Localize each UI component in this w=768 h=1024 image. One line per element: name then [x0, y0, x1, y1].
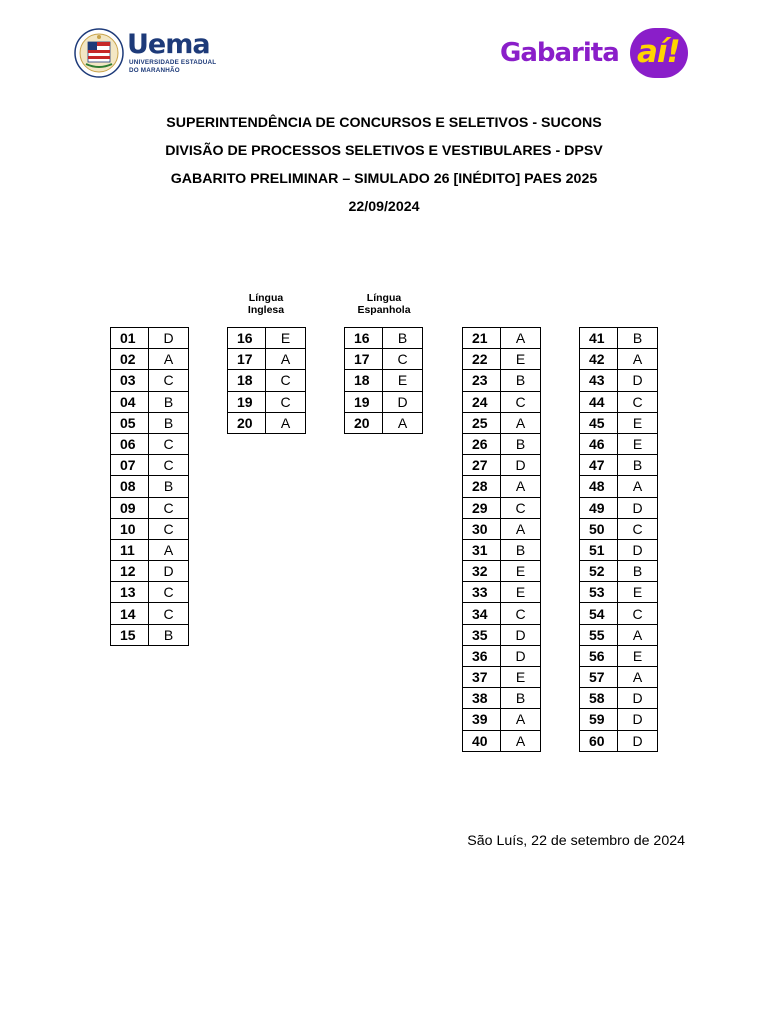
answer-row — [463, 328, 541, 349]
answer-letter: B — [618, 561, 658, 582]
answer-letter: C — [501, 603, 541, 624]
answer-letter: A — [618, 349, 658, 370]
answer-table-41-60 — [579, 327, 658, 752]
uema-subtitle-line2: DO MARANHÃO — [129, 66, 180, 74]
answer-row — [228, 412, 306, 433]
question-number: 55 — [580, 624, 618, 645]
answer-row — [345, 370, 423, 391]
answer-letter: C — [618, 518, 658, 539]
answer-row — [580, 645, 658, 666]
question-number: 18 — [345, 370, 383, 391]
answer-row — [228, 328, 306, 349]
answer-row — [463, 497, 541, 518]
answer-letter: E — [501, 561, 541, 582]
answer-letter: B — [501, 539, 541, 560]
answer-letter: B — [149, 391, 189, 412]
gabaritaai-badge-text: aí! — [637, 34, 680, 70]
label-lingua-inglesa — [216, 292, 316, 316]
question-number: 02 — [111, 349, 149, 370]
question-number: 43 — [580, 370, 618, 391]
question-number: 09 — [111, 497, 149, 518]
answer-row — [463, 709, 541, 730]
answer-letter: E — [501, 582, 541, 603]
answer-letter: D — [618, 709, 658, 730]
answer-row — [463, 391, 541, 412]
answer-row — [111, 349, 189, 370]
answer-letter: B — [149, 624, 189, 645]
question-number: 30 — [463, 518, 501, 539]
answer-letter: A — [266, 349, 306, 370]
answer-letter: A — [149, 539, 189, 560]
question-number: 59 — [580, 709, 618, 730]
answer-row — [580, 688, 658, 709]
answer-row — [580, 328, 658, 349]
answer-row — [463, 539, 541, 560]
answer-letter: D — [501, 624, 541, 645]
answer-row — [111, 455, 189, 476]
answer-row — [111, 603, 189, 624]
question-number: 21 — [463, 328, 501, 349]
answer-letter: D — [149, 328, 189, 349]
answer-row — [463, 518, 541, 539]
answer-letter: E — [501, 349, 541, 370]
question-number: 33 — [463, 582, 501, 603]
question-number: 50 — [580, 518, 618, 539]
answer-letter: D — [501, 455, 541, 476]
answer-letter: E — [618, 433, 658, 454]
answer-row — [580, 391, 658, 412]
question-number: 36 — [463, 645, 501, 666]
answer-letter: C — [501, 391, 541, 412]
question-number: 11 — [111, 539, 149, 560]
answer-row — [580, 709, 658, 730]
answer-row — [463, 645, 541, 666]
answer-letter: A — [501, 709, 541, 730]
question-number: 60 — [580, 730, 618, 751]
answer-row — [463, 582, 541, 603]
answer-letter: E — [501, 667, 541, 688]
question-number: 37 — [463, 667, 501, 688]
answer-row — [463, 455, 541, 476]
answer-row — [345, 412, 423, 433]
question-number: 19 — [345, 391, 383, 412]
gabaritaai-logo — [498, 26, 694, 82]
answer-letter: B — [149, 476, 189, 497]
answer-table-01-15 — [110, 327, 189, 646]
question-number: 28 — [463, 476, 501, 497]
answer-row — [580, 370, 658, 391]
answer-row — [580, 539, 658, 560]
question-number: 15 — [111, 624, 149, 645]
question-number: 27 — [463, 455, 501, 476]
heading-dpsv: DIVISÃO DE PROCESSOS SELETIVOS E VESTIBULARES - DPSV — [165, 143, 603, 159]
question-number: 13 — [111, 582, 149, 603]
question-number: 49 — [580, 497, 618, 518]
question-number: 23 — [463, 370, 501, 391]
answer-row — [111, 328, 189, 349]
answer-letter: D — [618, 688, 658, 709]
answer-letter: A — [618, 476, 658, 497]
question-number: 57 — [580, 667, 618, 688]
question-number: 01 — [111, 328, 149, 349]
answer-letter: E — [618, 582, 658, 603]
answer-row — [580, 349, 658, 370]
answer-row — [463, 561, 541, 582]
question-number: 52 — [580, 561, 618, 582]
answer-letter: D — [618, 730, 658, 751]
uema-subtitle-line1: UNIVERSIDADE ESTADUAL — [129, 59, 217, 66]
question-number: 31 — [463, 539, 501, 560]
answer-row — [580, 561, 658, 582]
label-lingua-inglesa-line1: Língua — [248, 292, 284, 304]
question-number: 47 — [580, 455, 618, 476]
answer-letter: A — [501, 412, 541, 433]
answer-letter: B — [383, 328, 423, 349]
question-number: 32 — [463, 561, 501, 582]
question-number: 40 — [463, 730, 501, 751]
answer-row — [463, 433, 541, 454]
answer-letter: A — [501, 328, 541, 349]
answer-letter: B — [501, 688, 541, 709]
answer-row — [345, 328, 423, 349]
question-number: 18 — [228, 370, 266, 391]
answer-row — [580, 582, 658, 603]
label-lingua-espanhola — [334, 292, 434, 316]
question-number: 14 — [111, 603, 149, 624]
question-number: 17 — [228, 349, 266, 370]
answer-letter: E — [618, 412, 658, 433]
question-number: 53 — [580, 582, 618, 603]
question-number: 56 — [580, 645, 618, 666]
answer-letter: B — [501, 433, 541, 454]
question-number: 39 — [463, 709, 501, 730]
answer-letter: A — [618, 667, 658, 688]
uema-logo — [74, 28, 224, 80]
answer-letter: D — [618, 539, 658, 560]
answer-row — [111, 370, 189, 391]
answer-letter: D — [501, 645, 541, 666]
question-number: 42 — [580, 349, 618, 370]
answer-letter: D — [149, 561, 189, 582]
answer-letter: C — [149, 582, 189, 603]
answer-letter: B — [501, 370, 541, 391]
answer-row — [111, 624, 189, 645]
answer-table-spanish — [344, 327, 423, 434]
question-number: 16 — [345, 328, 383, 349]
answer-row — [228, 391, 306, 412]
question-number: 20 — [345, 412, 383, 433]
answer-row — [580, 476, 658, 497]
footer-place-date: São Luís, 22 de setembro de 2024 — [467, 833, 685, 849]
answer-letter: D — [618, 370, 658, 391]
answer-letter: E — [383, 370, 423, 391]
answer-row — [463, 730, 541, 751]
question-number: 17 — [345, 349, 383, 370]
answer-row — [580, 412, 658, 433]
answer-row — [463, 412, 541, 433]
answer-row — [580, 518, 658, 539]
answer-row — [111, 391, 189, 412]
question-number: 45 — [580, 412, 618, 433]
answer-row — [228, 370, 306, 391]
question-number: 04 — [111, 391, 149, 412]
answer-row — [580, 455, 658, 476]
answer-letter: A — [383, 412, 423, 433]
answer-row — [111, 539, 189, 560]
question-number: 20 — [228, 412, 266, 433]
answer-row — [345, 349, 423, 370]
answer-row — [463, 476, 541, 497]
answer-letter: C — [149, 433, 189, 454]
question-number: 05 — [111, 412, 149, 433]
answer-letter: E — [266, 328, 306, 349]
answer-row — [580, 667, 658, 688]
answer-letter: C — [266, 391, 306, 412]
question-number: 35 — [463, 624, 501, 645]
answer-letter: C — [501, 497, 541, 518]
answer-row — [345, 391, 423, 412]
answer-letter: B — [149, 412, 189, 433]
answer-row — [111, 412, 189, 433]
answer-row — [111, 561, 189, 582]
answer-row — [463, 349, 541, 370]
answer-row — [111, 476, 189, 497]
question-number: 51 — [580, 539, 618, 560]
answer-table-21-40 — [462, 327, 541, 752]
uema-seal-icon — [74, 28, 124, 78]
answer-row — [463, 370, 541, 391]
question-number: 44 — [580, 391, 618, 412]
question-number: 54 — [580, 603, 618, 624]
question-number: 07 — [111, 455, 149, 476]
question-number: 34 — [463, 603, 501, 624]
answer-letter: C — [266, 370, 306, 391]
question-number: 29 — [463, 497, 501, 518]
question-number: 58 — [580, 688, 618, 709]
answer-row — [580, 497, 658, 518]
question-number: 46 — [580, 433, 618, 454]
heading-gabarito: GABARITO PRELIMINAR – SIMULADO 26 [INÉDITO] PAES 2025 — [170, 171, 598, 187]
answer-row — [111, 518, 189, 539]
answer-letter: A — [618, 624, 658, 645]
label-lingua-espanhola-line2: Espanhola — [357, 304, 411, 316]
answer-letter: E — [618, 645, 658, 666]
answer-letter: C — [383, 349, 423, 370]
question-number: 03 — [111, 370, 149, 391]
answer-letter: D — [383, 391, 423, 412]
question-number: 38 — [463, 688, 501, 709]
question-number: 12 — [111, 561, 149, 582]
heading-date: 22/09/2024 — [348, 199, 420, 215]
answer-row — [580, 433, 658, 454]
answer-row — [463, 624, 541, 645]
answer-letter: C — [149, 370, 189, 391]
answer-row — [580, 730, 658, 751]
answer-letter: C — [149, 455, 189, 476]
answer-letter: C — [149, 497, 189, 518]
question-number: 06 — [111, 433, 149, 454]
question-number: 26 — [463, 433, 501, 454]
question-number: 22 — [463, 349, 501, 370]
answer-letter: A — [501, 730, 541, 751]
answer-row — [111, 582, 189, 603]
question-number: 19 — [228, 391, 266, 412]
label-lingua-inglesa-line2: Inglesa — [247, 304, 285, 316]
answer-letter: D — [618, 497, 658, 518]
answer-letter: A — [501, 476, 541, 497]
question-number: 08 — [111, 476, 149, 497]
answer-row — [580, 603, 658, 624]
answer-row — [463, 667, 541, 688]
answer-row — [111, 497, 189, 518]
question-number: 48 — [580, 476, 618, 497]
answer-row — [228, 349, 306, 370]
answer-table-english — [227, 327, 306, 434]
answer-letter: C — [618, 603, 658, 624]
answer-letter: C — [149, 518, 189, 539]
uema-wordmark: Uema — [127, 29, 210, 60]
answer-letter: A — [501, 518, 541, 539]
label-lingua-espanhola-line1: Língua — [366, 292, 402, 304]
uema-subtitle — [129, 59, 216, 74]
gabaritaai-wordmark: Gabarita — [500, 38, 619, 68]
answer-row — [463, 603, 541, 624]
question-number: 16 — [228, 328, 266, 349]
question-number: 41 — [580, 328, 618, 349]
answer-letter: C — [618, 391, 658, 412]
question-number: 25 — [463, 412, 501, 433]
answer-letter: C — [149, 603, 189, 624]
answer-row — [580, 624, 658, 645]
answer-row — [111, 433, 189, 454]
question-number: 10 — [111, 518, 149, 539]
answer-letter: B — [618, 455, 658, 476]
question-number: 24 — [463, 391, 501, 412]
answer-letter: B — [618, 328, 658, 349]
answer-row — [463, 688, 541, 709]
answer-letter: A — [266, 412, 306, 433]
heading-sucons: SUPERINTENDÊNCIA DE CONCURSOS E SELETIVOS - SUCONS — [166, 115, 602, 131]
answer-letter: A — [149, 349, 189, 370]
